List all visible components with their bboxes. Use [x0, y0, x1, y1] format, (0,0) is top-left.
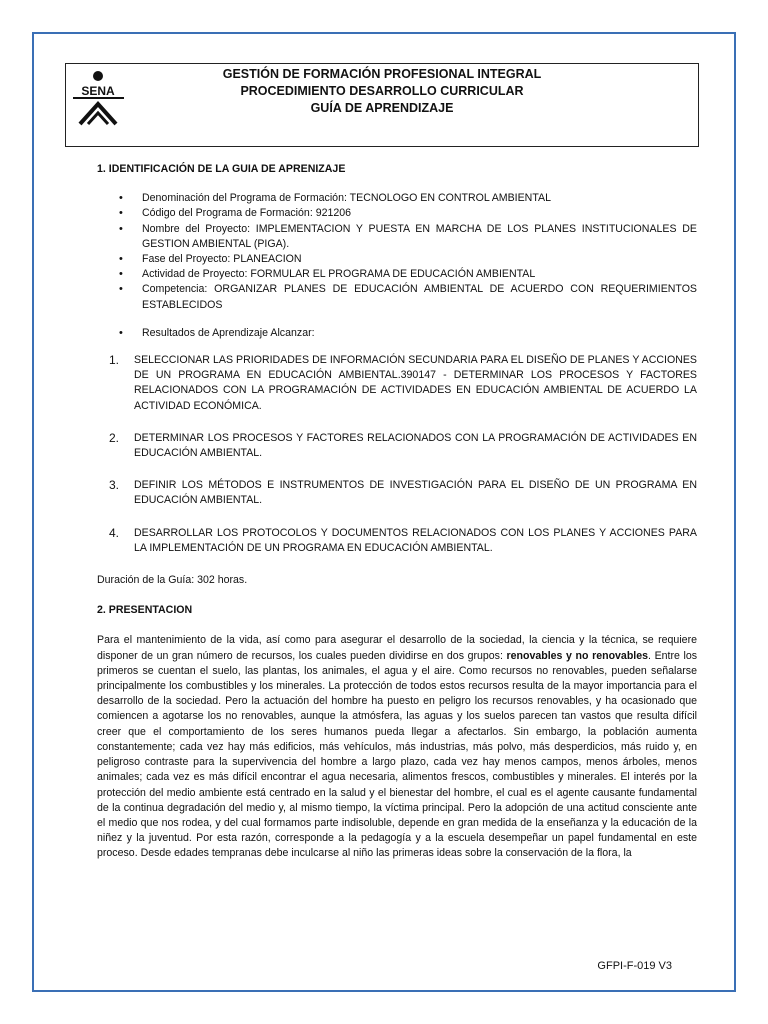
result-item [109, 478, 697, 508]
header-title-1: GESTIÓN DE FORMACIÓN PROFESIONAL INTEGRAL [222, 67, 542, 81]
document-body [97, 162, 697, 862]
result-number: 3. [109, 478, 120, 493]
result-item [109, 353, 697, 414]
list-item: • Denominación del Programa de Formación: TECNOLOGO EN CONTROL AMBIENTAL [119, 191, 697, 206]
header-title-3: GUÍA DE APRENDIZAJE [310, 101, 454, 115]
result-text: DESARROLLAR LOS PROTOCOLOS Y DOCUMENTOS RELACIONADOS CON LOS PLANES Y ACCIONES PARA LA IMPLEMENTACIÓN DE UN PROGRAMA EN EDUCACIÓN AMBIENTAL. [134, 526, 697, 554]
bold-term: renovables [506, 649, 563, 662]
list-item: • Resultados de Aprendizaje Alcanzar: [119, 326, 697, 341]
paragraph-text: Para el mantenimiento de la vida, así como para asegurar el desarrollo de la sociedad, la ciencia y la técnica, se requiere disponer de un gran número de recursos, los cuales pueden dividirse en dos grupos: [97, 634, 697, 662]
result-item [109, 431, 697, 461]
result-text: DETERMINAR LOS PROCESOS Y FACTORES RELACIONADOS CON LA PROGRAMACIÓN DE ACTIVIDADES EN EDUCACIÓN AMBIENTAL. [134, 431, 697, 460]
identification-list [119, 191, 697, 341]
result-number: 4. [109, 525, 120, 540]
form-code: GFPI-F-019 V3 [597, 960, 672, 972]
header-title-2: PROCEDIMIENTO DESARROLLO CURRICULAR [240, 84, 524, 98]
result-text: DEFINIR LOS MÉTODOS E INSTRUMENTOS DE INVESTIGACIÓN PARA EL DISEÑO DE UN PROGRAMA EN EDUCACIÓN AMBIENTAL. [134, 479, 697, 507]
svg-text:SENA: SENA [81, 84, 115, 98]
list-item: • Nombre del Proyecto: IMPLEMENTACION Y PUESTA EN MARCHA DE LOS PLANES INSTITUCIONALES DE GESTION AMBIENTAL (PIGA). [119, 222, 697, 252]
bold-connector: y [562, 649, 576, 662]
learning-results-list [109, 353, 697, 556]
header-titles [66, 66, 698, 117]
result-item [109, 526, 697, 556]
bold-term: no renovables [575, 649, 649, 662]
list-item: • Código del Programa de Formación: 921206 [119, 206, 697, 221]
section-2-title: 2. PRESENTACION [97, 604, 193, 617]
list-item: • Fase del Proyecto: PLANEACION [119, 252, 697, 267]
document-header [65, 63, 699, 147]
presentation-paragraph [97, 633, 697, 861]
list-item: • Competencia: ORGANIZAR PLANES DE EDUCACIÓN AMBIENTAL DE ACUERDO CON REQUERIMIENTOS ESTABLECIDOS [119, 282, 697, 312]
result-text: SELECCIONAR LAS PRIORIDADES DE INFORMACIÓN SECUNDARIA PARA EL DISEÑO DE PLANES Y ACCIONES DE UN PROGRAMA EN EDUCACIÓN AMBIENTAL.390147 - DETERMINAR LOS PROCESOS Y FACTORES RELACIONADOS CON LA PROGRAMACIÓN DE ACTIVIDADES EN EDUCACIÓN AMBIENTAL DE ACUERDO LA ACTIVIDAD ECONÓMICA. [134, 354, 697, 412]
result-number: 1. [109, 353, 120, 368]
paragraph-text: . Entre los primeros se cuentan el suelo, las plantas, los animales, el agua y el aire. Como recursos no renovables, pueden señalarse principalmente los combustibles y los minerales. La protección de todos estos recursos resulta de la mayor importancia para el desarrollo de la sociedad. Pero la actuación del hombre ha puesto en peligro los recursos renovables, y ha ocasionado que comiencen a agotarse los no renovables, aunque la atmósfera, las aguas y los suelos parecen tan vastos que resulta difícil creer que el comportamiento de los seres humanos pueda llegar a afectarlos. Sin embargo, la población aumenta constantemente; cada vez hay más edificios, más vehículos, más industrias, más polvo, más desperdicios, más ruido y, en peligroso contraste para la supervivencia del hombre a largo plazo, cada vez hay menos campos, menos árboles, menos animales; cada vez es más difícil encontrar el agua necesaria, alimentos frescos, combustibles y minerales. El interés por la protección del medio ambiente está centrado en la salud y el bienestar del hombre, el cual es el agente causante fundamental de la continua degradación del medio y, al mismo tiempo, la víctima principal. Pero la adopción de una actitud consciente ante el medio que nos rodea, y del cual formamos parte indisoluble, depende en gran medida de la enseñanza y la educación de la niñez y la juventud. Por esta razón, corresponde a la pedagogía y a la escuela desempeñar un papel fundamental en este proceso. Desde edades tempranas debe inculcarse al niño las primeras ideas sobre la conservación de la flora, la [97, 649, 698, 860]
result-number: 2. [109, 430, 120, 445]
list-item: • Actividad de Proyecto: FORMULAR EL PROGRAMA DE EDUCACIÓN AMBIENTAL [119, 267, 697, 282]
section-1-title: 1. IDENTIFICACIÓN DE LA GUIA DE APRENIZAJE [97, 163, 346, 175]
guide-duration: Duración de la Guía: 302 horas. [97, 574, 248, 587]
